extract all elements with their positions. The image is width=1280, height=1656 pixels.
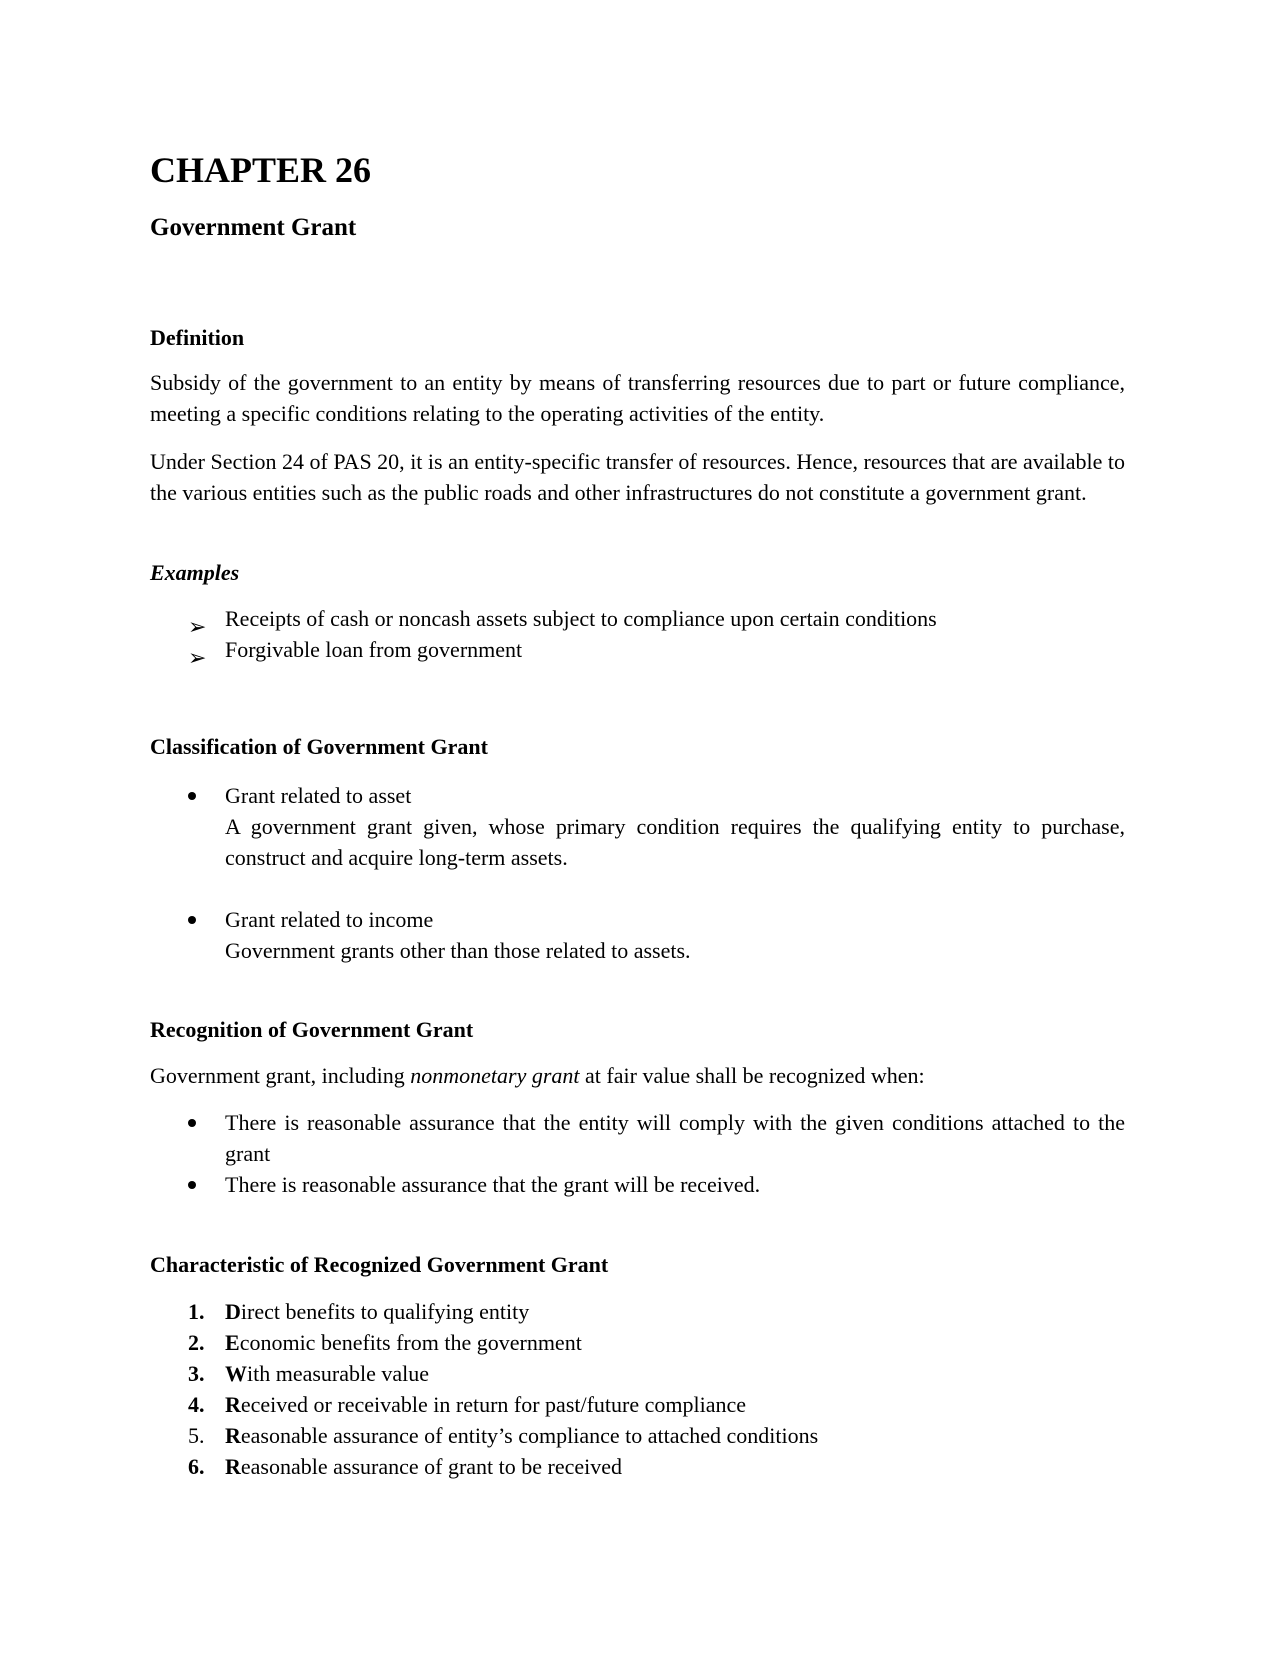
item-rest: easonable assurance of entity’s compliance to attached conditions xyxy=(240,1423,819,1448)
item-number: 6. xyxy=(188,1454,205,1479)
recognition-intro-emphasis: nonmonetary grant xyxy=(410,1063,580,1088)
item-rest: conomic benefits from the government xyxy=(239,1330,582,1355)
definition-paragraph-2: Under Section 24 of PAS 20, it is an entity-specific transfer of resources. Hence, resources that are available to the various entities such as the public roads and other infrastructures do not constitute a government grant. xyxy=(150,449,1125,505)
arrow-bullet-icon: ➢ xyxy=(188,645,207,670)
item-number: 5. xyxy=(188,1423,205,1448)
characteristic-item-text xyxy=(225,1327,1125,1358)
examples-heading: Examples xyxy=(150,560,240,585)
chapter-title: Government Grant xyxy=(150,214,357,241)
characteristic-item xyxy=(150,1296,1125,1327)
recognition-intro-text-end: at fair value shall be recognized when: xyxy=(579,1063,925,1088)
definition-heading: Definition xyxy=(150,325,245,350)
item-initial: E xyxy=(225,1330,240,1355)
item-number: 3. xyxy=(188,1361,205,1386)
item-rest: ith measurable value xyxy=(247,1361,430,1386)
characteristic-item-text xyxy=(225,1296,1125,1327)
classification-item xyxy=(150,904,1125,966)
recognition-item xyxy=(150,1169,1125,1200)
characteristic-item-text xyxy=(225,1451,1125,1482)
classification-item-desc: A government grant given, whose primary condition requires the qualifying entity to purchase, construct and acquire long-term assets. xyxy=(225,814,1125,870)
characteristic-item-text xyxy=(225,1358,1125,1389)
example-text: Receipts of cash or noncash assets subject to compliance upon certain conditions xyxy=(225,606,937,631)
recognition-item-text: There is reasonable assurance that the grant will be received. xyxy=(225,1172,761,1197)
characteristic-item-text xyxy=(225,1420,1125,1451)
bullet-icon xyxy=(188,916,196,924)
characteristic-heading: Characteristic of Recognized Government Grant xyxy=(150,1252,609,1277)
example-item xyxy=(150,634,1125,670)
recognition-item-text: There is reasonable assurance that the entity will comply with the given conditions attached to the grant xyxy=(225,1110,1125,1166)
item-number: 4. xyxy=(188,1392,205,1417)
characteristic-item xyxy=(150,1327,1125,1358)
classification-item xyxy=(150,780,1125,873)
classification-item-title: Grant related to income xyxy=(225,907,434,932)
characteristic-item xyxy=(150,1451,1125,1482)
recognition-item xyxy=(150,1107,1125,1169)
example-item xyxy=(150,603,1125,639)
item-rest: eceived or receivable in return for past/future compliance xyxy=(240,1392,747,1417)
classification-heading: Classification of Government Grant xyxy=(150,734,488,759)
item-initial: R xyxy=(225,1454,241,1479)
recognition-intro-text: Government grant, including xyxy=(150,1063,411,1088)
item-initial: R xyxy=(225,1392,241,1417)
classification-item-title: Grant related to asset xyxy=(225,783,412,808)
arrow-bullet-icon: ➢ xyxy=(188,614,207,639)
item-number: 2. xyxy=(188,1330,205,1355)
example-text: Forgivable loan from government xyxy=(225,637,523,662)
item-number: 1. xyxy=(188,1299,205,1324)
characteristic-item xyxy=(150,1358,1125,1389)
item-initial: R xyxy=(225,1423,241,1448)
item-rest: easonable assurance of grant to be received xyxy=(240,1454,623,1479)
characteristic-item xyxy=(150,1389,1125,1420)
recognition-heading: Recognition of Government Grant xyxy=(150,1017,474,1042)
chapter-heading: CHAPTER 26 xyxy=(150,150,372,190)
item-initial: D xyxy=(225,1299,241,1324)
item-initial: W xyxy=(225,1361,247,1386)
characteristic-item-text xyxy=(225,1389,1125,1420)
characteristic-item xyxy=(150,1420,1125,1451)
bullet-icon xyxy=(188,1181,196,1189)
bullet-icon xyxy=(188,792,196,800)
recognition-intro xyxy=(150,1060,1125,1091)
definition-paragraph-1: Subsidy of the government to an entity by means of transferring resources due to part or future compliance, meeting a specific conditions relating to the operating activities of the entity. xyxy=(150,370,1125,426)
bullet-icon xyxy=(188,1119,196,1127)
classification-item-desc: Government grants other than those related to assets. xyxy=(225,938,691,963)
item-rest: irect benefits to qualifying entity xyxy=(240,1299,530,1324)
